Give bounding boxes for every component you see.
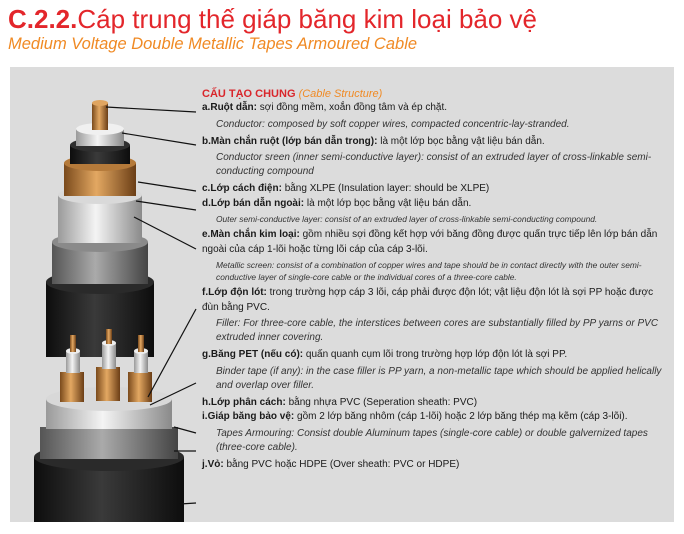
item-en: Tapes Armouring: Consist double Aluminum tapes (single-core cable) or double galvernized tapes (three-core cable). [216,427,648,453]
list-item [202,458,667,473]
item-term: Băng PET (nếu có): [210,349,304,360]
structure-title-vi: CẤU TẠO CHUNG [202,88,296,100]
list-item [202,197,667,212]
item-term: Lớp phân cách: [210,396,286,408]
cable-structure-panel [10,67,674,522]
three-core-cable [34,329,184,522]
item-label: c. [202,183,211,194]
item-vi: là một lớp bọc bằng vật liệu bán dẫn. [380,135,545,147]
item-label: h. [202,396,211,408]
structure-list [202,87,667,472]
title-vietnamese: Cáp trung thế giáp băng kim loại bảo vệ [77,4,538,34]
item-term: Màn chắn kim loại: [210,229,300,240]
list-item [202,135,667,150]
section-number: C.2.2. [8,4,78,34]
item-vi: trong trường hợp cáp 3 lõi, cáp phải được độn lót; vật liệu độn lót là sợi PP hoặc được đùn bằng PVC. [202,287,654,313]
item-en: Conductor sreen (inner semi-conductive layer): consist of an extruded layer of cross-linkable semi-conducting compound [216,152,652,177]
item-term: Lớp bán dẫn ngoài: [210,197,305,209]
item-term: Ruột dẫn: [210,102,257,113]
item-vi: bằng XLPE (Insulation layer: should be XLPE) [284,183,490,194]
item-en: Metallic screen: consist of a combination of copper wires and tape should be in contact directly with the outer semi-conductive layer of single-core cable or the individual cores of a three-core cable. [216,260,642,282]
item-term: Lớp cách điện: [210,183,282,194]
item-vi: gồm 2 lớp băng nhôm (cáp 1-lõi) hoặc 2 lớp băng thép mạ kẽm (cáp 3-lõi). [297,411,628,422]
item-en: Outer semi-conductive layer: consist of an extruded layer of cross-linkable semi-conducting compound. [216,214,598,224]
item-label: e. [202,229,211,240]
item-label: d. [202,197,211,209]
list-item [202,286,667,315]
item-en: Filler: For three-core cable, the interstices between cores are substantially filled by PP yarns or PVC extruded inner covering. [216,318,659,343]
list-item [202,228,667,257]
item-label: i. [202,411,208,422]
item-term: Vỏ: [207,458,224,470]
structure-title [202,87,667,101]
item-term: Màn chắn ruột (lớp bán dẫn trong): [210,135,378,147]
item-en: Binder tape (if any): in the case filler is PP yarn, a non-metallic tape which should be applied helically and overlap over filler. [216,365,662,391]
single-core-cable [46,100,154,357]
item-vi: bằng PVC hoặc HDPE (Over sheath: PVC or HDPE) [226,458,460,470]
page-title [8,4,537,34]
list-item [202,182,667,197]
list-item [202,396,667,411]
item-term: Giáp băng bảo vệ: [207,411,295,422]
page-header [8,4,537,54]
structure-title-en: (Cable Structure) [298,88,383,100]
item-vi: sợi đồng mềm, xoắn đồng tâm và ép chặt. [259,102,447,113]
item-label: g. [202,349,211,360]
item-label: f. [202,287,209,298]
item-vi: là một lớp bọc bằng vật liệu bán dẫn. [306,197,472,209]
item-vi: bằng nhựa PVC (Seperation sheath: PVC) [288,396,478,408]
item-en: Conductor: composed by soft copper wires, compacted concentric-lay-stranded. [216,118,570,130]
title-english: Medium Voltage Double Metallic Tapes Armoured Cable [8,35,418,53]
list-item [202,101,667,116]
item-label: j. [202,458,208,470]
list-item [202,410,667,425]
item-vi: gồm nhiều sợi đồng kết hợp với băng đồng được quấn trực tiếp lên lớp bán dẫn ngoài của cáp 1-lõi hoặc từng lõi cáp của cáp 3-lõi. [202,229,658,255]
item-label: b. [202,135,211,147]
item-label: a. [202,102,211,113]
item-term: Lớp độn lót: [208,287,267,298]
list-item [202,348,667,363]
item-vi: quấn quanh cụm lõi trong trường hợp lớp độn lót là sợi PP. [305,349,568,360]
